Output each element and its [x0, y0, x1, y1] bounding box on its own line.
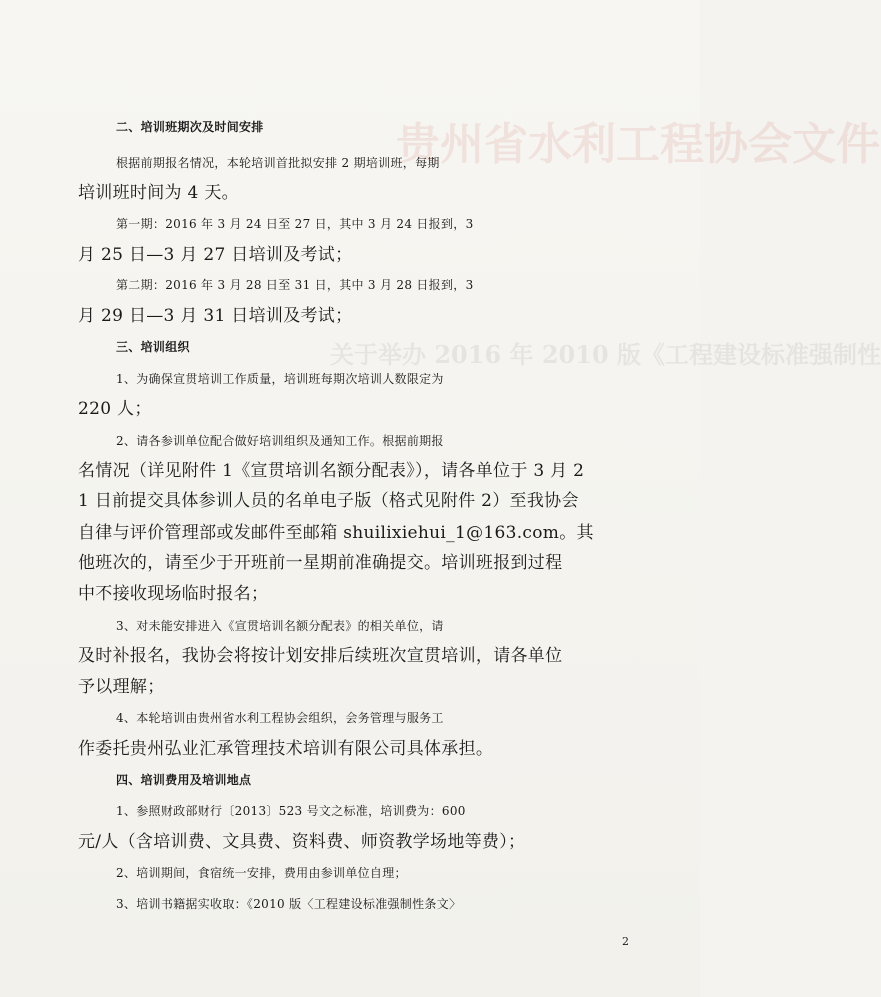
heading-schedule: 二、培训班期次及时间安排 — [116, 120, 264, 134]
heading-fees-location: 四、培训费用及培训地点 — [116, 773, 252, 787]
bleed-through-letterhead: 贵州省水利工程协会文件 — [396, 119, 880, 170]
body-line: 及时补报名，我协会将按计划安排后续班次宣贯培训，请各单位 — [78, 646, 563, 666]
body-line: 他班次的，请至少于开班前一星期前准确提交。培训班报到过程 — [78, 553, 563, 573]
body-line: 1、为确保宣贯培训工作质量，培训班每期次培训人数限定为 — [116, 372, 444, 386]
body-line: 220 人； — [78, 399, 152, 419]
body-line: 中不接收现场临时报名； — [78, 584, 269, 604]
page-number: 2 — [622, 935, 629, 948]
body-line: 2、培训期间，食宿统一安排，费用由参训单位自理； — [116, 866, 407, 880]
body-line: 2、请各参训单位配合做好培训组织及通知工作。根据前期报 — [116, 434, 444, 448]
heading-organization: 三、培训组织 — [116, 340, 190, 354]
body-line: 3、对未能安排进入《宣贯培训名额分配表》的相关单位，请 — [116, 619, 444, 633]
body-line: 月 29 日—3 月 31 日培训及考试； — [78, 306, 353, 326]
body-line: 1 日前提交具体参训人员的名单电子版（格式见附件 2）至我协会 — [78, 491, 579, 511]
bleed-through-title: 关于举办 2016 年 2010 版《工程建设标准强制性 — [330, 340, 881, 369]
body-line: 第二期：2016 年 3 月 28 日至 31 日，其中 3 月 28 日报到，3 — [116, 278, 474, 292]
body-line: 1、参照财政部财行〔2013〕523 号文之标准，培训费为：600 — [116, 804, 466, 818]
body-line: 月 25 日—3 月 27 日培训及考试； — [78, 245, 353, 265]
body-line: 自律与评价管理部或发邮件至邮箱 shuilixiehui_1@163.com。其 — [78, 523, 594, 543]
body-line: 第一期：2016 年 3 月 24 日至 27 日，其中 3 月 24 日报到，3 — [116, 217, 474, 231]
body-line: 予以理解； — [78, 677, 165, 697]
body-line: 名情况（详见附件 1《宣贯培训名额分配表》），请各单位于 3 月 2 — [78, 461, 585, 481]
body-line: 根据前期报名情况，本轮培训首批拟安排 2 期培训班，每期 — [116, 156, 440, 170]
body-line: 4、本轮培训由贵州省水利工程协会组织，会务管理与服务工 — [116, 711, 444, 725]
body-line: 作委托贵州弘业汇承管理技术培训有限公司具体承担。 — [78, 739, 494, 759]
body-line: 培训班时间为 4 天。 — [78, 183, 239, 203]
body-line: 3、培训书籍据实收取：《2010 版〈工程建设标准强制性条文〉 — [116, 897, 462, 911]
body-line: 元/人（含培训费、文具费、资料费、师资教学场地等费）； — [78, 832, 526, 852]
